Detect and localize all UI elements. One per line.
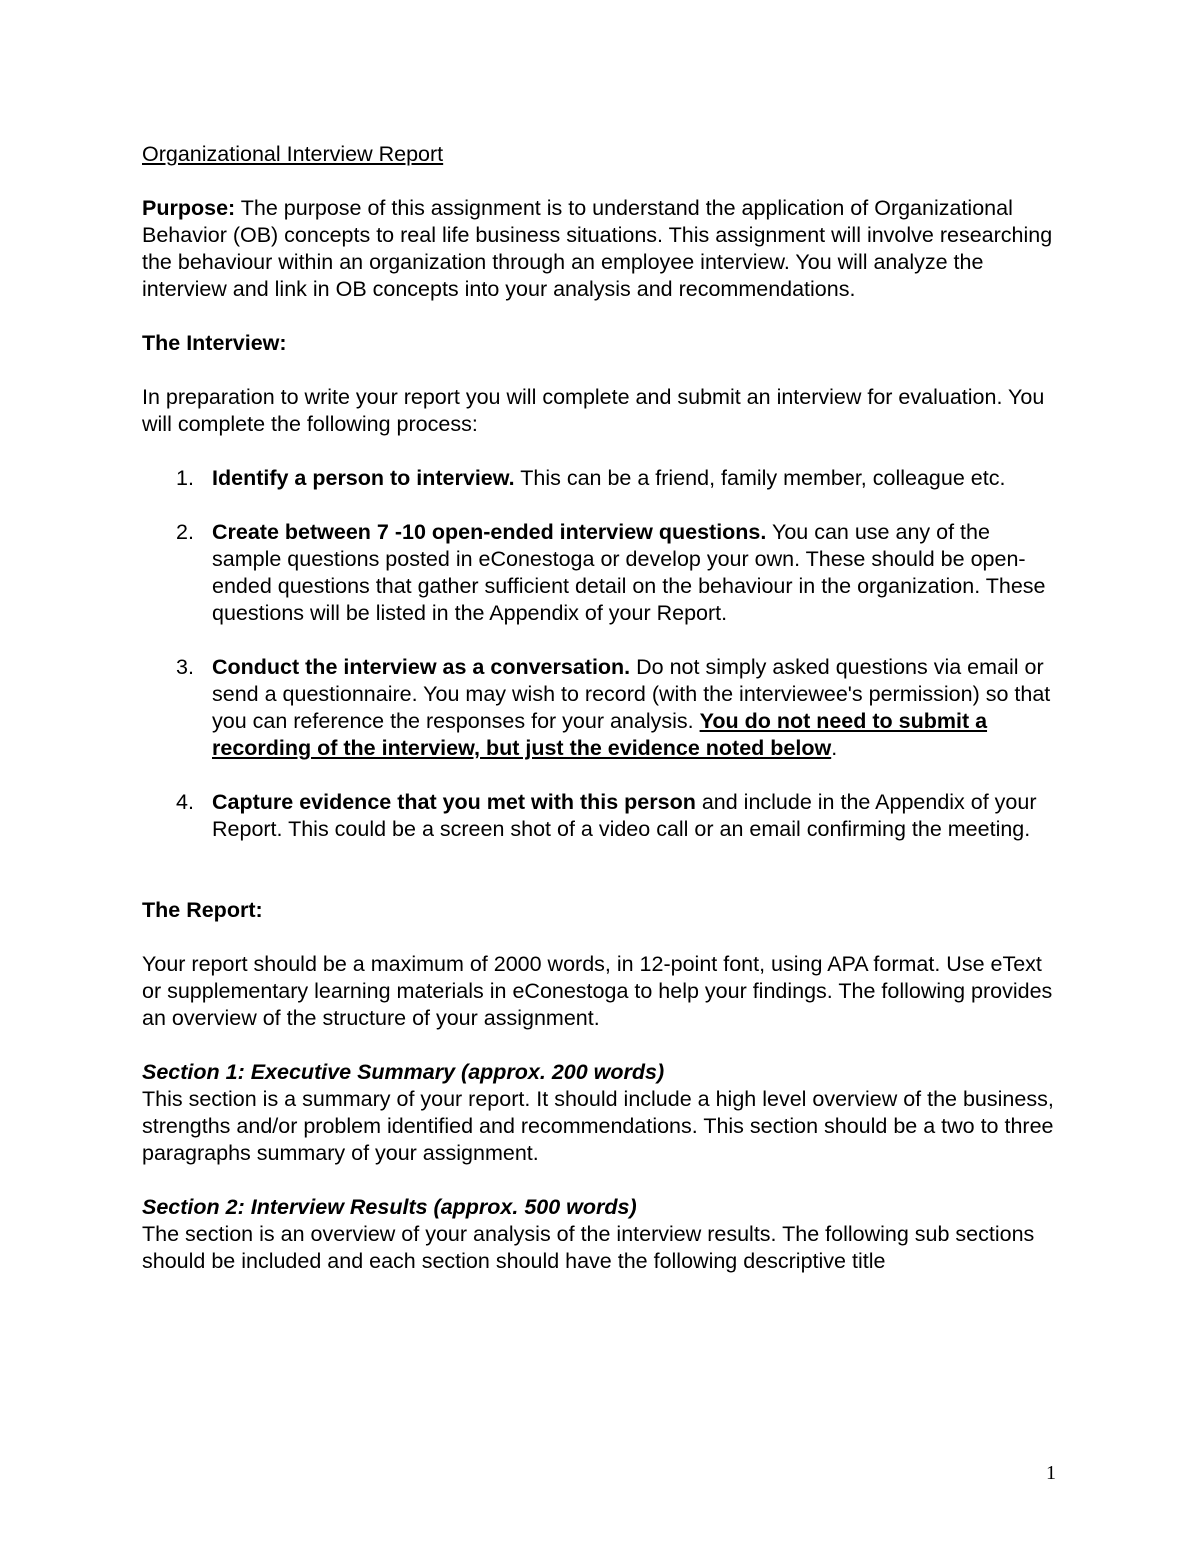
list-item-text: Do not simply asked questions via email or send a questionnaire. You may wish to record (with the interviewee's permission) so that you can reference the responses for your analysis.: [212, 655, 1051, 733]
list-item-bold: Create between 7 -10 open-ended interview questions.: [212, 520, 767, 544]
list-item-number: 3.: [176, 655, 194, 679]
list-item-emphasis: You do not need to submit a recording of the interview, but just the evidence noted below: [212, 709, 988, 760]
section-1-text: This section is a summary of your report. It should include a high level overview of the business, strengths and/or problem identified and recommendations. This section should be a two to three paragraphs summary of your assignment.: [142, 1087, 1054, 1165]
list-item-number: 2.: [176, 520, 194, 544]
report-heading: The Report:: [142, 898, 263, 922]
list-item-bold: Capture evidence that you met with this person: [212, 790, 696, 814]
interview-heading: The Interview:: [142, 331, 287, 355]
section-1-title: Section 1: Executive Summary (approx. 200 words): [142, 1060, 665, 1084]
document-title: Organizational Interview Report: [142, 142, 444, 166]
report-intro: Your report should be a maximum of 2000 words, in 12-point font, using APA format. Use eText or supplementary learning materials in eConestoga to help your findings. The following provides an overview of the structure of your assignment.: [142, 952, 1053, 1030]
list-item-text: This can be a friend, family member, colleague etc.: [514, 466, 1006, 490]
list-item: [142, 654, 1062, 762]
list-item-tail: .: [831, 736, 838, 760]
list-item: [142, 789, 1062, 843]
interview-intro: In preparation to write your report you will complete and submit an interview for evaluation. You will complete the following process:: [142, 385, 1045, 436]
list-item-text: and include in the Appendix of your Report. This could be a screen shot of a video call or an email confirming the meeting.: [212, 790, 1037, 841]
list-item-number: 4.: [176, 790, 194, 814]
section-2-title: Section 2: Interview Results (approx. 500 words): [142, 1195, 637, 1219]
purpose-label: Purpose:: [142, 196, 236, 220]
spacer: [142, 870, 1062, 897]
document-body: [142, 141, 1062, 1275]
interview-steps-list: [142, 465, 1062, 843]
list-item-text: You can use any of the sample questions posted in eConestoga or develop your own. These should be open-ended questions that gather sufficient detail on the behaviour in the organization. These questions will be listed in the Appendix of your Report.: [212, 520, 1046, 625]
purpose-paragraph: [142, 195, 1062, 303]
section-2-text: The section is an overview of your analysis of the interview results. The following sub sections should be included and each section should have the following descriptive title: [142, 1222, 1035, 1273]
list-item-number: 1.: [176, 466, 194, 490]
page-number: 1: [1046, 1462, 1056, 1484]
list-item: [142, 519, 1062, 627]
list-item-bold: Conduct the interview as a conversation.: [212, 655, 631, 679]
purpose-text: The purpose of this assignment is to understand the application of Organizational Behavior (OB) concepts to real life business situations. This assignment will involve researching the behaviour within an organization through an employee interview. You will analyze the interview and link in OB concepts into your analysis and recommendations.: [142, 196, 1053, 301]
list-item: [142, 465, 1062, 492]
list-item-bold: Identify a person to interview.: [212, 466, 515, 490]
